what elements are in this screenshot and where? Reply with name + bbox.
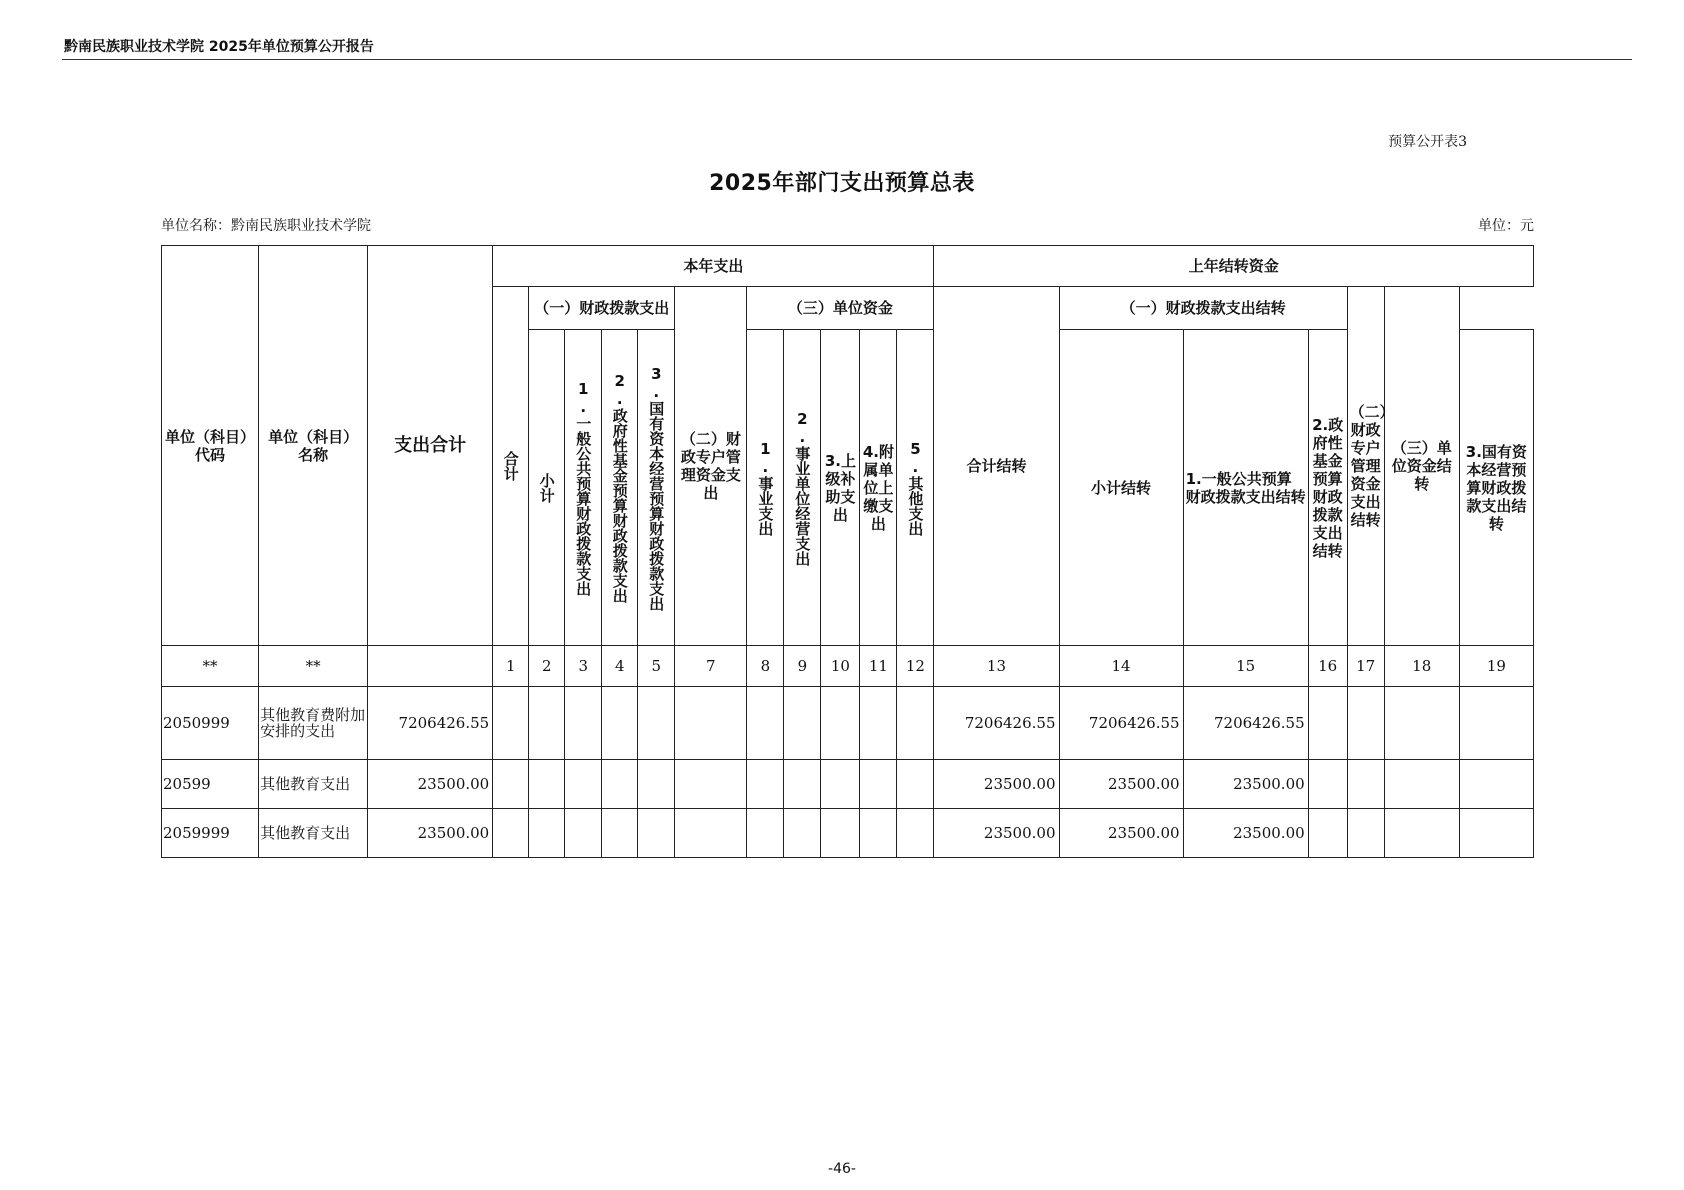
index-row: ** ** 1 2 3 4 5 7 8 9 10 11 12 13 14 15 16 17 18 19	[162, 646, 1534, 687]
header-cy-subsidy: 3.上级补助支出	[821, 330, 860, 646]
row-code: 2059999	[162, 809, 259, 858]
row-total: 23500.00	[368, 760, 493, 809]
row-name: 其他教育支出	[259, 809, 368, 858]
header-cy-business: 2.事业单位经营支出	[784, 330, 821, 646]
header-name: 单位（科目）名称	[259, 246, 368, 646]
header-cy-general: 1.一般公共预算财政拨款支出	[565, 330, 602, 646]
page-number: -46-	[828, 1161, 856, 1177]
header-code: 单位（科目）代码	[162, 246, 259, 646]
row-name: 其他教育支出	[259, 760, 368, 809]
row-code: 2050999	[162, 687, 259, 760]
row-total: 23500.00	[368, 809, 493, 858]
header-cy-special: （二）财政专户管理资金支出	[675, 287, 747, 646]
row-py-subtotal: 23500.00	[1059, 809, 1183, 858]
unit-name: 单位名称：黔南民族职业技术学院	[161, 218, 371, 234]
row-total: 7206426.55	[368, 687, 493, 760]
header-py-total: 合计结转	[934, 287, 1059, 646]
header-cy-unit-group: （三）单位资金	[747, 287, 934, 330]
header-py-general: 1.一般公共预算财政拨款支出结转	[1183, 330, 1308, 646]
report-header: 黔南民族职业技术学院 2025年单位预算公开报告	[64, 39, 374, 55]
row-py-total: 23500.00	[934, 809, 1059, 858]
page-title: 2025年部门支出预算总表	[709, 171, 975, 196]
header-cy-fiscal-group: （一）财政拨款支出	[529, 287, 675, 330]
header-py-gov-fund: 2.政府性基金预算财政拨款支出结转	[1308, 330, 1347, 646]
header-prior-year: 上年结转资金	[934, 246, 1534, 287]
header-cy-state-capital: 3.国有资本经营预算财政拨款支出	[638, 330, 675, 646]
unit-line	[161, 215, 1534, 235]
row-py-subtotal: 7206426.55	[1059, 687, 1183, 760]
header-cy-total: 合计	[493, 287, 529, 646]
header-cy-career: 1.事业支出	[747, 330, 784, 646]
expenditure-budget-table	[161, 245, 1534, 858]
header-cy-affiliate: 4.附属单位上缴支出	[860, 330, 897, 646]
header-current-year: 本年支出	[493, 246, 934, 287]
header-cy-gov-fund: 2.政府性基金预算财政拨款支出	[602, 330, 638, 646]
row-py-general: 7206426.55	[1183, 687, 1308, 760]
header-cy-subtotal: 小计	[529, 330, 565, 646]
row-py-total: 7206426.55	[934, 687, 1059, 760]
header-py-subtotal: 小计结转	[1059, 330, 1183, 646]
header-py-fiscal-group: （一）财政拨款支出结转	[1059, 287, 1347, 330]
header-py-special: （二）财政专户管理资金支出结转	[1347, 287, 1384, 646]
row-name: 其他教育费附加安排的支出	[259, 687, 368, 760]
table-row	[162, 760, 1534, 809]
row-py-subtotal: 23500.00	[1059, 760, 1183, 809]
row-py-general: 23500.00	[1183, 809, 1308, 858]
header-rule	[62, 59, 1632, 60]
table-number: 预算公开表3	[1388, 134, 1467, 150]
header-py-state-capital: 3.国有资本经营预算财政拨款支出结转	[1459, 330, 1533, 646]
row-code: 20599	[162, 760, 259, 809]
header-cy-other: 5.其他支出	[897, 330, 934, 646]
header-py-unit: （三）单位资金结转	[1384, 287, 1459, 646]
currency-unit: 单位：元	[1478, 218, 1534, 234]
table-row	[162, 809, 1534, 858]
table-row	[162, 687, 1534, 760]
header-total: 支出合计	[368, 246, 493, 646]
row-py-general: 23500.00	[1183, 760, 1308, 809]
row-py-total: 23500.00	[934, 760, 1059, 809]
